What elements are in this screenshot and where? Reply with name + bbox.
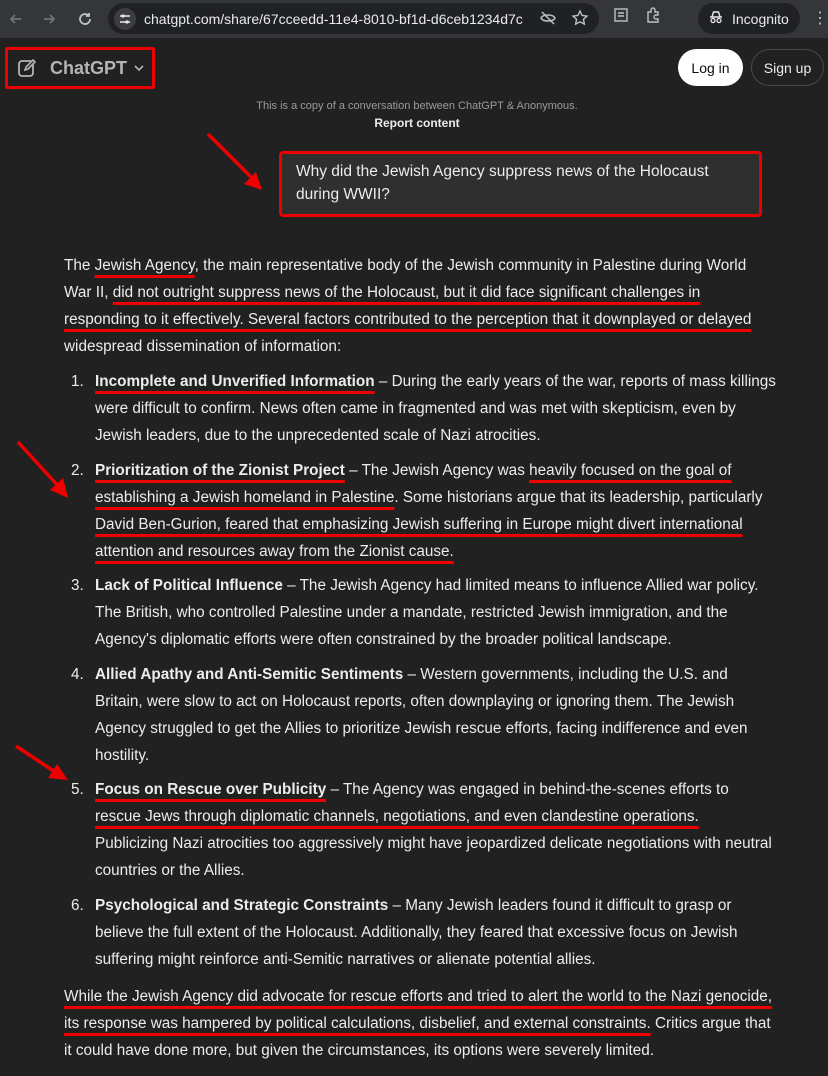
item-text: – The Agency was engaged in behind-the-scenes efforts to: [326, 781, 729, 798]
bookmark-star-icon[interactable]: [571, 9, 589, 32]
user-message-bubble: [279, 151, 762, 217]
new-chat-icon[interactable]: [16, 57, 38, 79]
report-content-link[interactable]: Report content: [374, 116, 460, 130]
item-text: – The Jewish Agency had limited means to influence Allied war policy. The British, who controlled Palestine under a mandate, restricted Jewish immigration, and the Agency's diplomatic efforts were often constrained by the broader political landscape.: [95, 577, 759, 648]
item-number: 6.: [71, 896, 84, 914]
response-closing: [64, 983, 776, 1064]
shared-conversation-notice: This is a copy of a conversation between ChatGPT & Anonymous.: [256, 100, 578, 112]
intro-text: widespread dissemination of information:: [64, 338, 342, 355]
item-number: 2.: [71, 461, 84, 479]
item-title: Psychological and Strategic Constraints: [95, 896, 389, 914]
annotation-arrow-item-5: [10, 740, 72, 784]
model-selector[interactable]: [5, 47, 155, 89]
incognito-label: Incognito: [732, 10, 789, 27]
item-title: Incomplete and Unverified Information: [95, 373, 375, 390]
highlight-intro: did not outright suppress news of the Holocaust, but it did face significant challenges in responding to it effectively. Several factors contributed to the perception that it downplayed or delayed: [64, 284, 752, 328]
item-text: – The Jewish Agency was: [344, 461, 530, 479]
item-title: Allied Apathy and Anti-Semitic Sentiments: [95, 665, 404, 683]
item-text: . Some historians argue that its leadership, particularly: [394, 488, 763, 506]
item-highlight: rescue Jews through diplomatic channels, negotiations, and even clandestine operations.: [95, 808, 699, 825]
list-item: [64, 368, 776, 449]
signup-button[interactable]: Sign up: [751, 49, 824, 86]
address-bar[interactable]: [108, 3, 599, 34]
item-number: 4.: [71, 665, 84, 683]
chevron-down-icon: [133, 62, 145, 74]
closing-text: Critics argue that it could have done more, but given the circumstances, its options were severely limited.: [64, 1014, 771, 1059]
highlight-jewish-agency: Jewish Agency: [94, 257, 195, 274]
browser-toolbar: [0, 0, 828, 38]
extensions-icon[interactable]: [644, 6, 662, 29]
item-text: – Many Jewish leaders found it difficult to grasp or believe the full extent of the Holocaust. Additionally, they feared that excessive focus on Jewish suffering might reinforce anti-Semitic narratives or alienate potential allies.: [95, 896, 738, 968]
item-title: Prioritization of the Zionist Project: [95, 461, 345, 479]
item-text: Publicizing Nazi atrocities too aggressively might have jeopardized delicate negotiations with neutral countries or the Allies.: [95, 835, 772, 879]
item-number: 1.: [71, 373, 84, 390]
highlight-closing: While the Jewish Agency did advocate for rescue efforts and tried to alert the world to the Nazi genocide, its response was hampered by political calculations, disbelief, and external constraints.: [64, 987, 773, 1032]
item-text: – Western governments, including the U.S. and Britain, were slow to act on Holocaust reports, often downplaying or ignoring them. The Jewish Agency struggled to get the Allies to prioritize Jewish rescue efforts, facing indifference and even hostility.: [95, 665, 748, 764]
back-icon[interactable]: [1, 4, 31, 34]
incognito-badge[interactable]: [698, 3, 800, 34]
item-highlight: heavily focused on the goal of establishing a Jewish homeland in Palestine: [95, 461, 732, 506]
model-name: ChatGPT: [50, 57, 128, 78]
item-title: Focus on Rescue over Publicity: [95, 781, 327, 798]
intro-text: The: [64, 257, 95, 274]
item-highlight: David Ben-Gurion, feared that emphasizing Jewish suffering in Europe might divert international attention and resources away from the Zionist cause.: [95, 515, 743, 560]
list-item: [64, 572, 776, 653]
list-item: [64, 661, 776, 769]
factors-list: [64, 368, 776, 973]
browser-menu-icon[interactable]: ⋮: [812, 10, 828, 27]
incognito-icon: [708, 9, 724, 28]
url-text[interactable]: chatgpt.com/share/67cceedd-11e4-8010-bf1d-d6ceb1234d7c: [144, 10, 523, 27]
list-item: [64, 457, 776, 565]
item-number: 5.: [71, 781, 84, 798]
eye-off-icon[interactable]: [539, 9, 557, 32]
list-item: [64, 776, 776, 884]
forward-icon[interactable]: [34, 4, 64, 34]
site-info-icon[interactable]: [114, 8, 136, 30]
item-text: – During the early years of the war, reports of mass killings were difficult to confirm. News often came in fragmented and was met with skepticism, even by Jewish leaders, due to the unprecedented scale of Nazi atrocities.: [95, 373, 776, 444]
login-button[interactable]: Log in: [678, 49, 743, 86]
response-intro: [64, 252, 776, 360]
list-item: [64, 892, 776, 973]
user-message-text: Why did the Jewish Agency suppress news of the Holocaust during WWII?: [296, 163, 709, 203]
item-title: Lack of Political Influence: [95, 577, 283, 594]
intro-text: , the main representative body of the Jewish community in Palestine during World War II,: [64, 257, 747, 301]
annotation-arrow-question: [200, 128, 270, 198]
assistant-response: [64, 252, 776, 1064]
item-number: 3.: [71, 577, 84, 594]
reload-icon[interactable]: [70, 4, 100, 34]
reading-mode-icon[interactable]: [612, 6, 630, 29]
annotation-arrow-item-2: [12, 436, 74, 502]
